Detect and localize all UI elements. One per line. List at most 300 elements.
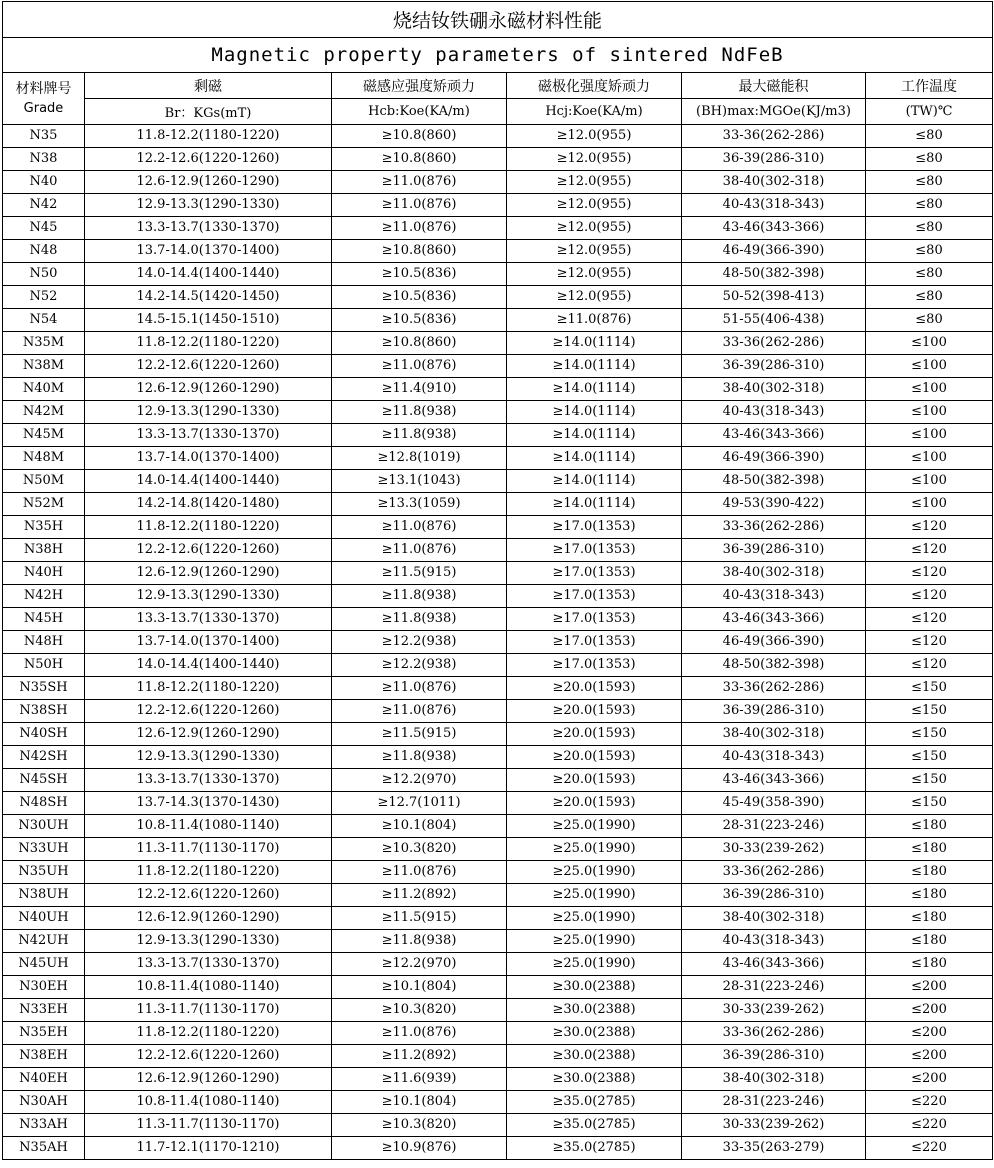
table-row — [3, 884, 993, 907]
table-row — [3, 861, 993, 884]
grade-cell: N38H — [3, 539, 85, 562]
br-cell: 13.3-13.7(1330-1370) — [85, 608, 332, 631]
hcj-cell: ≥25.0(1990) — [507, 953, 682, 976]
table-row — [3, 217, 993, 240]
bh-cell: 38-40(302-318) — [682, 378, 866, 401]
bh-cell: 43-46(343-366) — [682, 217, 866, 240]
hcj-cell: ≥20.0(1593) — [507, 700, 682, 723]
hcj-cell: ≥25.0(1990) — [507, 930, 682, 953]
table-row — [3, 401, 993, 424]
bh-cell: 33-35(263-279) — [682, 1137, 866, 1160]
grade-cell: N45 — [3, 217, 85, 240]
temp-cell: ≤220 — [866, 1091, 993, 1114]
br-cell: 11.8-12.2(1180-1220) — [85, 677, 332, 700]
hcj-cell: ≥12.0(955) — [507, 286, 682, 309]
hcb-cell: ≥11.0(876) — [332, 194, 507, 217]
unit-row — [3, 99, 993, 125]
hcb-cell: ≥11.8(938) — [332, 608, 507, 631]
bh-cell: 43-46(343-366) — [682, 424, 866, 447]
hcb-cell: ≥11.0(876) — [332, 217, 507, 240]
hcj-cell: ≥30.0(2388) — [507, 976, 682, 999]
temp-cell: ≤80 — [866, 194, 993, 217]
grade-cell: N30AH — [3, 1091, 85, 1114]
grade-header-en: Grade — [23, 100, 64, 116]
temp-cell: ≤200 — [866, 1045, 993, 1068]
table-row — [3, 654, 993, 677]
br-header: 剩磁 — [85, 73, 332, 99]
table-row — [3, 976, 993, 999]
table-row — [3, 148, 993, 171]
hcj-cell: ≥20.0(1593) — [507, 769, 682, 792]
table-row — [3, 677, 993, 700]
hcj-cell: ≥25.0(1990) — [507, 838, 682, 861]
hcj-cell: ≥25.0(1990) — [507, 861, 682, 884]
grade-header-cn: 材料牌号 — [15, 80, 72, 97]
hcj-unit: Hcj:Koe(KA/m) — [507, 99, 682, 125]
br-cell: 12.2-12.6(1220-1260) — [85, 148, 332, 171]
br-cell: 14.2-14.8(1420-1480) — [85, 493, 332, 516]
hcb-cell: ≥12.7(1011) — [332, 792, 507, 815]
table-row — [3, 194, 993, 217]
bh-cell: 48-50(382-398) — [682, 470, 866, 493]
grade-cell: N42 — [3, 194, 85, 217]
hcj-cell: ≥17.0(1353) — [507, 539, 682, 562]
temp-cell: ≤180 — [866, 907, 993, 930]
grade-header — [3, 73, 85, 125]
grade-cell: N42SH — [3, 746, 85, 769]
temp-cell: ≤180 — [866, 953, 993, 976]
br-cell: 12.6-12.9(1260-1290) — [85, 1068, 332, 1091]
grade-cell: N52 — [3, 286, 85, 309]
br-cell: 12.9-13.3(1290-1330) — [85, 930, 332, 953]
br-cell: 12.2-12.6(1220-1260) — [85, 700, 332, 723]
hcj-cell: ≥12.0(955) — [507, 148, 682, 171]
br-cell: 12.9-13.3(1290-1330) — [85, 746, 332, 769]
table-row — [3, 608, 993, 631]
hcb-cell: ≥10.1(804) — [332, 1091, 507, 1114]
br-cell: 11.3-11.7(1130-1170) — [85, 1114, 332, 1137]
grade-cell: N35AH — [3, 1137, 85, 1160]
grade-cell: N38SH — [3, 700, 85, 723]
hcj-cell: ≥35.0(2785) — [507, 1114, 682, 1137]
br-cell: 12.9-13.3(1290-1330) — [85, 194, 332, 217]
bh-cell: 40-43(318-343) — [682, 930, 866, 953]
grade-cell: N40UH — [3, 907, 85, 930]
table-row — [3, 746, 993, 769]
temp-cell: ≤150 — [866, 700, 993, 723]
table-row — [3, 470, 993, 493]
hcj-cell: ≥20.0(1593) — [507, 723, 682, 746]
table-row — [3, 493, 993, 516]
table-row — [3, 562, 993, 585]
grade-cell: N45UH — [3, 953, 85, 976]
br-cell: 11.8-12.2(1180-1220) — [85, 125, 332, 148]
title-row — [3, 2, 993, 38]
grade-cell: N33EH — [3, 999, 85, 1022]
table-row — [3, 723, 993, 746]
grade-cell: N40M — [3, 378, 85, 401]
br-cell: 13.7-14.0(1370-1400) — [85, 631, 332, 654]
table-row — [3, 1045, 993, 1068]
table-row — [3, 171, 993, 194]
hcj-cell: ≥30.0(2388) — [507, 1045, 682, 1068]
grade-cell: N42M — [3, 401, 85, 424]
hcj-cell: ≥30.0(2388) — [507, 1022, 682, 1045]
bh-cell: 48-50(382-398) — [682, 263, 866, 286]
temp-cell: ≤80 — [866, 148, 993, 171]
br-cell: 12.9-13.3(1290-1330) — [85, 585, 332, 608]
bh-cell: 33-36(262-286) — [682, 1022, 866, 1045]
table-row — [3, 1137, 993, 1160]
temp-cell: ≤100 — [866, 447, 993, 470]
hcj-cell: ≥17.0(1353) — [507, 516, 682, 539]
hcb-cell: ≥11.0(876) — [332, 700, 507, 723]
bh-cell: 43-46(343-366) — [682, 769, 866, 792]
bh-cell: 38-40(302-318) — [682, 562, 866, 585]
table-row — [3, 999, 993, 1022]
temp-cell: ≤100 — [866, 332, 993, 355]
grade-cell: N45SH — [3, 769, 85, 792]
table-row — [3, 539, 993, 562]
hcj-cell: ≥35.0(2785) — [507, 1137, 682, 1160]
bh-cell: 36-39(286-310) — [682, 1045, 866, 1068]
br-cell: 10.8-11.4(1080-1140) — [85, 1091, 332, 1114]
hcb-cell: ≥11.0(876) — [332, 861, 507, 884]
temp-cell: ≤120 — [866, 585, 993, 608]
bh-header: 最大磁能积 — [682, 73, 866, 99]
grade-cell: N48H — [3, 631, 85, 654]
table-row — [3, 792, 993, 815]
hcb-cell: ≥10.1(804) — [332, 976, 507, 999]
hcj-cell: ≥30.0(2388) — [507, 1068, 682, 1091]
br-cell: 12.2-12.6(1220-1260) — [85, 884, 332, 907]
header-row — [3, 73, 993, 99]
grade-cell: N40H — [3, 562, 85, 585]
table-row — [3, 516, 993, 539]
bh-cell: 46-49(366-390) — [682, 240, 866, 263]
bh-cell: 33-36(262-286) — [682, 516, 866, 539]
hcb-cell: ≥11.8(938) — [332, 585, 507, 608]
temp-cell: ≤150 — [866, 746, 993, 769]
grade-cell: N38 — [3, 148, 85, 171]
grade-cell: N30EH — [3, 976, 85, 999]
table-row — [3, 286, 993, 309]
temp-cell: ≤100 — [866, 378, 993, 401]
grade-cell: N35SH — [3, 677, 85, 700]
br-cell: 14.0-14.4(1400-1440) — [85, 470, 332, 493]
br-cell: 12.6-12.9(1260-1290) — [85, 378, 332, 401]
table-row — [3, 930, 993, 953]
temp-cell: ≤100 — [866, 470, 993, 493]
temp-cell: ≤120 — [866, 516, 993, 539]
bh-cell: 36-39(286-310) — [682, 700, 866, 723]
bh-cell: 46-49(366-390) — [682, 631, 866, 654]
bh-cell: 40-43(318-343) — [682, 585, 866, 608]
hcb-cell: ≥11.4(910) — [332, 378, 507, 401]
grade-cell: N45H — [3, 608, 85, 631]
hcb-cell: ≥11.0(876) — [332, 539, 507, 562]
grade-cell: N35 — [3, 125, 85, 148]
bh-cell: 33-36(262-286) — [682, 861, 866, 884]
hcb-cell: ≥12.8(1019) — [332, 447, 507, 470]
table-row — [3, 332, 993, 355]
table-row — [3, 585, 993, 608]
hcj-cell: ≥12.0(955) — [507, 240, 682, 263]
br-cell: 13.3-13.7(1330-1370) — [85, 953, 332, 976]
temp-cell: ≤80 — [866, 286, 993, 309]
hcb-cell: ≥11.6(939) — [332, 1068, 507, 1091]
hcb-cell: ≥10.3(820) — [332, 1114, 507, 1137]
temp-cell: ≤180 — [866, 861, 993, 884]
hcb-cell: ≥10.3(820) — [332, 999, 507, 1022]
hcj-cell: ≥14.0(1114) — [507, 493, 682, 516]
table-row — [3, 700, 993, 723]
bh-cell: 30-33(239-262) — [682, 1114, 866, 1137]
temp-cell: ≤100 — [866, 401, 993, 424]
bh-cell: 38-40(302-318) — [682, 723, 866, 746]
grade-cell: N38EH — [3, 1045, 85, 1068]
br-cell: 11.3-11.7(1130-1170) — [85, 838, 332, 861]
hcj-cell: ≥17.0(1353) — [507, 562, 682, 585]
table-row — [3, 1091, 993, 1114]
hcb-cell: ≥11.0(876) — [332, 1022, 507, 1045]
grade-cell: N40 — [3, 171, 85, 194]
hcj-cell: ≥17.0(1353) — [507, 608, 682, 631]
hcb-cell: ≥11.0(876) — [332, 677, 507, 700]
grade-cell: N54 — [3, 309, 85, 332]
hcb-cell: ≥10.5(836) — [332, 263, 507, 286]
grade-cell: N35EH — [3, 1022, 85, 1045]
hcb-cell: ≥11.8(938) — [332, 746, 507, 769]
hcb-cell: ≥10.8(860) — [332, 332, 507, 355]
bh-cell: 28-31(223-246) — [682, 1091, 866, 1114]
br-cell: 14.5-15.1(1450-1510) — [85, 309, 332, 332]
temp-cell: ≤200 — [866, 1022, 993, 1045]
hcb-cell: ≥10.1(804) — [332, 815, 507, 838]
br-cell: 12.6-12.9(1260-1290) — [85, 562, 332, 585]
bh-cell: 45-49(358-390) — [682, 792, 866, 815]
hcj-cell: ≥35.0(2785) — [507, 1091, 682, 1114]
br-cell: 12.6-12.9(1260-1290) — [85, 723, 332, 746]
bh-cell: 40-43(318-343) — [682, 746, 866, 769]
hcb-cell: ≥11.0(876) — [332, 171, 507, 194]
br-cell: 13.3-13.7(1330-1370) — [85, 424, 332, 447]
hcb-cell: ≥10.5(836) — [332, 286, 507, 309]
temp-cell: ≤120 — [866, 608, 993, 631]
br-cell: 11.8-12.2(1180-1220) — [85, 1022, 332, 1045]
br-cell: 10.8-11.4(1080-1140) — [85, 976, 332, 999]
hcj-cell: ≥17.0(1353) — [507, 631, 682, 654]
table-row — [3, 907, 993, 930]
temp-header: 工作温度 — [866, 73, 993, 99]
table-row — [3, 631, 993, 654]
hcb-cell: ≥13.1(1043) — [332, 470, 507, 493]
bh-cell: 30-33(239-262) — [682, 838, 866, 861]
subtitle-row — [3, 38, 993, 73]
table-row — [3, 263, 993, 286]
hcj-cell: ≥12.0(955) — [507, 194, 682, 217]
bh-cell: 51-55(406-438) — [682, 309, 866, 332]
hcj-cell: ≥11.0(876) — [507, 309, 682, 332]
temp-cell: ≤120 — [866, 631, 993, 654]
temp-cell: ≤80 — [866, 309, 993, 332]
br-cell: 12.6-12.9(1260-1290) — [85, 171, 332, 194]
table-row — [3, 838, 993, 861]
grade-cell: N48M — [3, 447, 85, 470]
br-unit: Br：KGs(mT) — [85, 99, 332, 125]
grade-cell: N52M — [3, 493, 85, 516]
temp-cell: ≤80 — [866, 125, 993, 148]
grade-cell: N35UH — [3, 861, 85, 884]
hcj-cell: ≥14.0(1114) — [507, 447, 682, 470]
grade-cell: N50H — [3, 654, 85, 677]
table-row — [3, 769, 993, 792]
property-table — [2, 1, 993, 1160]
table-row — [3, 815, 993, 838]
br-cell: 11.8-12.2(1180-1220) — [85, 516, 332, 539]
hcj-cell: ≥25.0(1990) — [507, 884, 682, 907]
br-cell: 12.2-12.6(1220-1260) — [85, 539, 332, 562]
hcb-cell: ≥12.2(938) — [332, 654, 507, 677]
grade-cell: N35M — [3, 332, 85, 355]
bh-cell: 33-36(262-286) — [682, 677, 866, 700]
hcj-cell: ≥12.0(955) — [507, 263, 682, 286]
table-row — [3, 240, 993, 263]
temp-cell: ≤120 — [866, 539, 993, 562]
temp-cell: ≤100 — [866, 424, 993, 447]
grade-cell: N48 — [3, 240, 85, 263]
hcj-cell: ≥17.0(1353) — [507, 654, 682, 677]
br-cell: 14.2-14.5(1420-1450) — [85, 286, 332, 309]
hcb-cell: ≥10.8(860) — [332, 125, 507, 148]
temp-cell: ≤180 — [866, 930, 993, 953]
bh-unit: (BH)max:MGOe(KJ/m3) — [682, 99, 866, 125]
grade-cell: N40SH — [3, 723, 85, 746]
temp-cell: ≤100 — [866, 355, 993, 378]
temp-cell: ≤120 — [866, 562, 993, 585]
bh-cell: 38-40(302-318) — [682, 1068, 866, 1091]
hcj-cell: ≥14.0(1114) — [507, 378, 682, 401]
hcb-cell: ≥13.3(1059) — [332, 493, 507, 516]
hcj-cell: ≥12.0(955) — [507, 217, 682, 240]
hcj-cell: ≥12.0(955) — [507, 125, 682, 148]
bh-cell: 46-49(366-390) — [682, 447, 866, 470]
temp-cell: ≤220 — [866, 1114, 993, 1137]
temp-cell: ≤200 — [866, 999, 993, 1022]
br-cell: 11.7-12.1(1170-1210) — [85, 1137, 332, 1160]
hcb-cell: ≥11.8(938) — [332, 401, 507, 424]
hcb-unit: Hcb:Koe(KA/m) — [332, 99, 507, 125]
temp-unit: (TW)℃ — [866, 99, 993, 125]
hcb-cell: ≥11.5(915) — [332, 907, 507, 930]
bh-cell: 30-33(239-262) — [682, 999, 866, 1022]
temp-cell: ≤150 — [866, 677, 993, 700]
table-row — [3, 125, 993, 148]
hcj-cell: ≥30.0(2388) — [507, 999, 682, 1022]
br-cell: 14.0-14.4(1400-1440) — [85, 263, 332, 286]
grade-cell: N50M — [3, 470, 85, 493]
hcb-cell: ≥10.3(820) — [332, 838, 507, 861]
table-subtitle: Magnetic property parameters of sintered NdFeB — [3, 38, 993, 73]
br-cell: 12.2-12.6(1220-1260) — [85, 1045, 332, 1068]
table-row — [3, 953, 993, 976]
grade-cell: N38UH — [3, 884, 85, 907]
temp-cell: ≤200 — [866, 1068, 993, 1091]
hcj-cell: ≥20.0(1593) — [507, 746, 682, 769]
temp-cell: ≤120 — [866, 654, 993, 677]
hcb-cell: ≥11.2(892) — [332, 884, 507, 907]
hcb-cell: ≥12.2(938) — [332, 631, 507, 654]
br-cell: 10.8-11.4(1080-1140) — [85, 815, 332, 838]
bh-cell: 38-40(302-318) — [682, 907, 866, 930]
hcb-cell: ≥12.2(970) — [332, 953, 507, 976]
hcj-cell: ≥14.0(1114) — [507, 470, 682, 493]
br-cell: 13.3-13.7(1330-1370) — [85, 217, 332, 240]
br-cell: 13.7-14.0(1370-1400) — [85, 240, 332, 263]
hcb-cell: ≥10.8(860) — [332, 240, 507, 263]
hcj-cell: ≥14.0(1114) — [507, 355, 682, 378]
hcj-cell: ≥20.0(1593) — [507, 792, 682, 815]
bh-cell: 40-43(318-343) — [682, 401, 866, 424]
temp-cell: ≤80 — [866, 263, 993, 286]
bh-cell: 36-39(286-310) — [682, 148, 866, 171]
grade-cell: N35H — [3, 516, 85, 539]
temp-cell: ≤150 — [866, 792, 993, 815]
hcj-header: 磁极化强度矫顽力 — [507, 73, 682, 99]
bh-cell: 43-46(343-366) — [682, 608, 866, 631]
hcb-cell: ≥11.0(876) — [332, 516, 507, 539]
table-row — [3, 1068, 993, 1091]
hcb-cell: ≥10.8(860) — [332, 148, 507, 171]
table-row — [3, 378, 993, 401]
hcb-cell: ≥11.2(892) — [332, 1045, 507, 1068]
table-row — [3, 424, 993, 447]
temp-cell: ≤80 — [866, 217, 993, 240]
bh-cell: 36-39(286-310) — [682, 884, 866, 907]
br-cell: 12.6-12.9(1260-1290) — [85, 907, 332, 930]
grade-cell: N42UH — [3, 930, 85, 953]
temp-cell: ≤100 — [866, 493, 993, 516]
hcb-header: 磁感应强度矫顽力 — [332, 73, 507, 99]
hcj-cell: ≥20.0(1593) — [507, 677, 682, 700]
hcb-cell: ≥11.8(938) — [332, 930, 507, 953]
temp-cell: ≤150 — [866, 723, 993, 746]
bh-cell: 36-39(286-310) — [682, 355, 866, 378]
temp-cell: ≤200 — [866, 976, 993, 999]
br-cell: 11.3-11.7(1130-1170) — [85, 999, 332, 1022]
grade-cell: N42H — [3, 585, 85, 608]
br-cell: 11.8-12.2(1180-1220) — [85, 332, 332, 355]
hcb-cell: ≥11.5(915) — [332, 723, 507, 746]
bh-cell: 48-50(382-398) — [682, 654, 866, 677]
hcj-cell: ≥12.0(955) — [507, 171, 682, 194]
hcj-cell: ≥14.0(1114) — [507, 401, 682, 424]
hcj-cell: ≥14.0(1114) — [507, 424, 682, 447]
grade-cell: N45M — [3, 424, 85, 447]
hcb-cell: ≥10.5(836) — [332, 309, 507, 332]
hcj-cell: ≥14.0(1114) — [507, 332, 682, 355]
hcb-cell: ≥11.0(876) — [332, 355, 507, 378]
grade-cell: N33UH — [3, 838, 85, 861]
grade-cell: N38M — [3, 355, 85, 378]
bh-cell: 43-46(343-366) — [682, 953, 866, 976]
grade-cell: N40EH — [3, 1068, 85, 1091]
br-cell: 12.2-12.6(1220-1260) — [85, 355, 332, 378]
table-row — [3, 1114, 993, 1137]
bh-cell: 40-43(318-343) — [682, 194, 866, 217]
grade-cell: N50 — [3, 263, 85, 286]
bh-cell: 28-31(223-246) — [682, 815, 866, 838]
